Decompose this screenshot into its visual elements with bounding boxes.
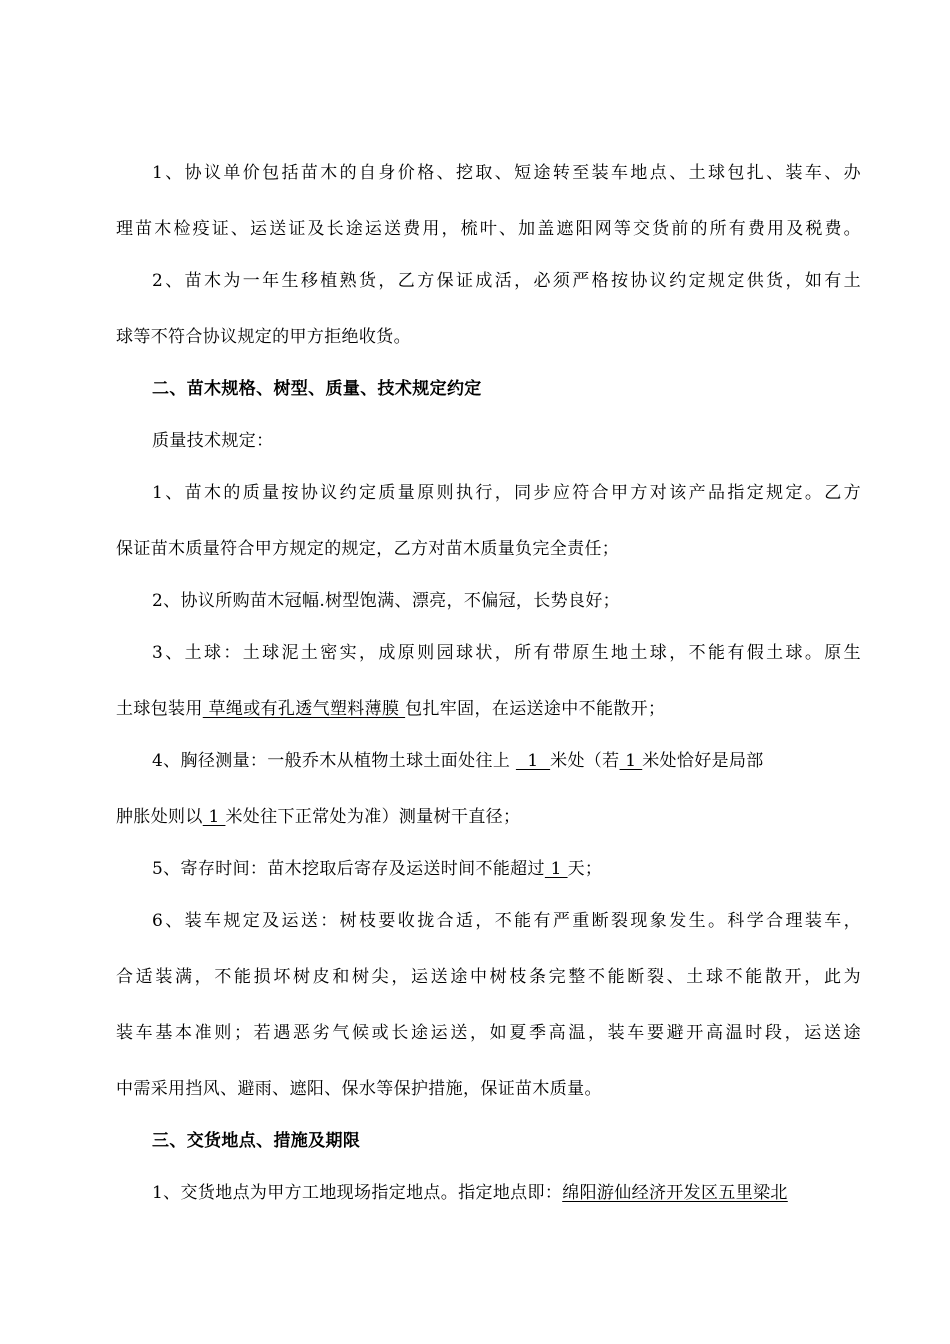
section-2-heading: 二、苗木规格、树型、质量、技术规定约定 bbox=[152, 379, 482, 399]
clause-2-line-2: 球等不符合协议规定的甲方拒绝收货。 bbox=[116, 327, 411, 347]
packing-material-blank: 草绳或有孔透气塑料薄膜 bbox=[202, 699, 406, 719]
measure-height-blank-2: 1 bbox=[619, 751, 643, 771]
clause-1-line-1: 1、协议单价包括苗木的自身价格、挖取、短途转至装车地点、土球包扎、装车、办 bbox=[152, 163, 861, 183]
quality-4-text-mid: 米处（若 bbox=[550, 751, 620, 771]
section-3-heading: 三、交货地点、措施及期限 bbox=[152, 1131, 361, 1151]
quality-4-line-1 bbox=[152, 749, 861, 773]
quality-label: 质量技术规定： bbox=[152, 431, 274, 451]
clause-1-line-2: 理苗木检疫证、运送证及长途运送费用，梳叶、加盖遮阳网等交货前的所有费用及税费。 bbox=[116, 219, 861, 239]
quality-3-text: 土球包装用 bbox=[116, 699, 203, 719]
quality-6-line-4: 中需采用挡风、避雨、遮阳、保水等保护措施，保证苗木质量。 bbox=[116, 1079, 602, 1099]
delivery-location-blank: 绵阳游仙经济开发区五里梁北 bbox=[562, 1183, 788, 1203]
clause-2-line-1: 2、苗木为一年生移植熟货，乙方保证成活，必须严格按协议约定规定供货，如有土 bbox=[152, 271, 861, 291]
quality-4-line-2 bbox=[116, 805, 861, 829]
quality-5-text: 5、寄存时间：苗木挖取后寄存及运送时间不能超过 bbox=[152, 859, 545, 879]
delivery-1 bbox=[152, 1181, 861, 1205]
quality-1-line-2: 保证苗木质量符合甲方规定的规定，乙方对苗木质量负完全责任； bbox=[116, 539, 620, 559]
storage-days-blank: 1 bbox=[544, 859, 568, 879]
quality-3-line-1: 3、土球：土球泥土密实，成原则园球状，所有带原生地土球，不能有假土球。原生 bbox=[152, 643, 861, 663]
quality-5 bbox=[152, 857, 861, 881]
quality-2: 2、协议所购苗木冠幅.树型饱满、漂亮，不偏冠，长势良好； bbox=[152, 591, 621, 611]
quality-6-line-1: 6、装车规定及运送：树枝要收拢合适，不能有严重断裂现象发生。科学合理装车， bbox=[152, 911, 861, 931]
quality-4-text-end: 米处恰好是局部 bbox=[642, 751, 764, 771]
quality-4-text: 4、胸径测量：一般乔木从植物土球土面处往上 bbox=[152, 751, 516, 771]
quality-6-line-3: 装车基本准则；若遇恶劣气候或长途运送，如夏季高温，装车要避开高温时段，运送途 bbox=[116, 1023, 861, 1043]
quality-4-line-2-end: 米处往下正常处为准）测量树干直径； bbox=[225, 807, 521, 827]
measure-height-blank-3: 1 bbox=[202, 807, 226, 827]
quality-3-line-2 bbox=[116, 697, 861, 721]
delivery-1-text: 1、交货地点为甲方工地现场指定地点。指定地点即： bbox=[152, 1183, 563, 1203]
quality-5-text-end: 天； bbox=[567, 859, 603, 879]
measure-height-blank: 1 bbox=[515, 751, 551, 771]
quality-6-line-2: 合适装满，不能损坏树皮和树尖，运送途中树枝条完整不能断裂、土球不能散开，此为 bbox=[116, 967, 861, 987]
quality-4-line-2-text: 肿胀处则以 bbox=[116, 807, 203, 827]
quality-3-text-end: 包扎牢固，在运送途中不能散开； bbox=[405, 699, 666, 719]
quality-1-line-1: 1、苗木的质量按协议约定质量原则执行，同步应符合甲方对该产品指定规定。乙方 bbox=[152, 483, 861, 503]
